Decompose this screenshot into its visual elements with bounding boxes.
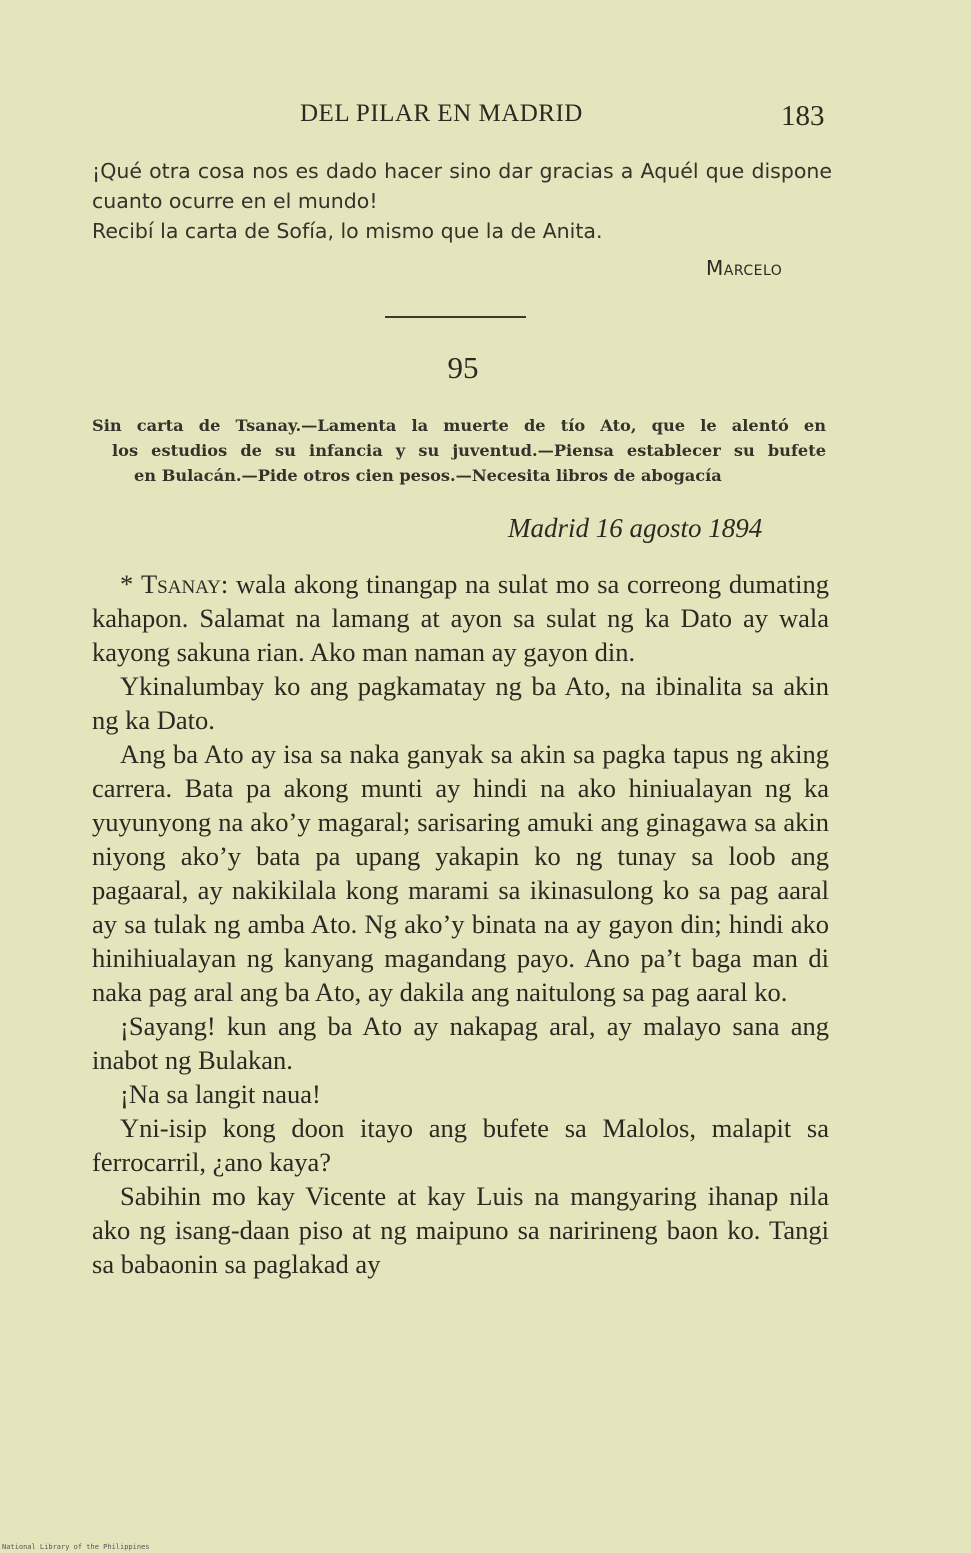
running-title: DEL PILAR EN MADRID (300, 100, 583, 127)
previous-letter-ending (92, 156, 832, 246)
letter-body (92, 567, 829, 1281)
letter-paragraph: ¡Sayang! kun ang ba Ato ay nakapag aral, ay malayo sana ang inabot ng Bulakan. (92, 1011, 829, 1075)
salutation-name: Tsanay (140, 569, 221, 599)
letter-paragraph-text: : wala akong tinangap na sulat mo sa correong dumating kahapon. Salamat na lamang at ayon sa sulat ng ka Dato ay wala kayong sakuna rian. Ako man naman ay gayon din. (92, 569, 829, 667)
dateline: Madrid 16 agosto 1894 (508, 513, 763, 543)
letter-paragraph: ¡Na sa langit naua! (120, 1079, 321, 1109)
previous-letter-paragraph: Recibí la carta de Sofía, lo mismo que la de Anita. (92, 219, 603, 243)
letter-number: 95 (447, 350, 479, 385)
summary-line: Sin carta de Tsanay.—Lamenta la muerte de tío Ato, que le alentó en (92, 416, 826, 435)
letter-paragraph: Ykinalumbay ko ang pagkamatay ng ba Ato, na ibinalita sa akin ng ka Dato. (92, 671, 829, 735)
summary-line: los estudios de su infancia y su juventud.—Piensa establecer su bufete (112, 441, 826, 460)
summary-line: en Bulacán.—Pide otros cien pesos.—Necesita libros de abogacía (134, 466, 722, 485)
letter-summary (92, 413, 826, 488)
previous-letter-paragraph: ¡Qué otra cosa nos es dado hacer sino dar gracias a Aquél que dispone cuanto ocurre en el mundo! (92, 159, 832, 213)
section-divider (385, 316, 526, 318)
letter-paragraph: Ang ba Ato ay isa sa naka ganyak sa akin sa pagka tapus ng aking carrera. Bata pa akong munti ay hindi na ako hiniualayan ng ka yuyunyong na ako’y magaral; sarisaring amuki ang ginagawa sa akin niyong ako’y bata pa upang yakapin ko ng tunay sa loob ang pagaaral, ay nakikilala kong marami sa ikinasulong ko sa pag aaral ay sa tulak ng amba Ato. Ng ako’y binata na ay gayon din; hindi ako hinihiualayan ng kanyang magandang payo. Ano pa’t baga man di naka pag aral ang ba Ato, ay dakila ang naitulong sa pag aaral ko. (92, 739, 829, 1007)
library-watermark: National Library of the Philippines (2, 1543, 150, 1551)
page-number: 183 (781, 100, 825, 132)
signature: Marcelo (706, 256, 783, 280)
letter-paragraph: Yni-isip kong doon itayo ang bufete sa Malolos, malapit sa ferrocarril, ¿ano kaya? (92, 1113, 829, 1177)
letter-paragraph: Sabihin mo kay Vicente at kay Luis na mangyaring ihanap nila ako ng isang-daan piso at ng maipuno sa naririneng baon ko. Tangi sa babaonin sa paglakad ay (92, 1181, 829, 1279)
footnote-mark: * (120, 569, 134, 599)
letter-paragraph (92, 567, 829, 669)
